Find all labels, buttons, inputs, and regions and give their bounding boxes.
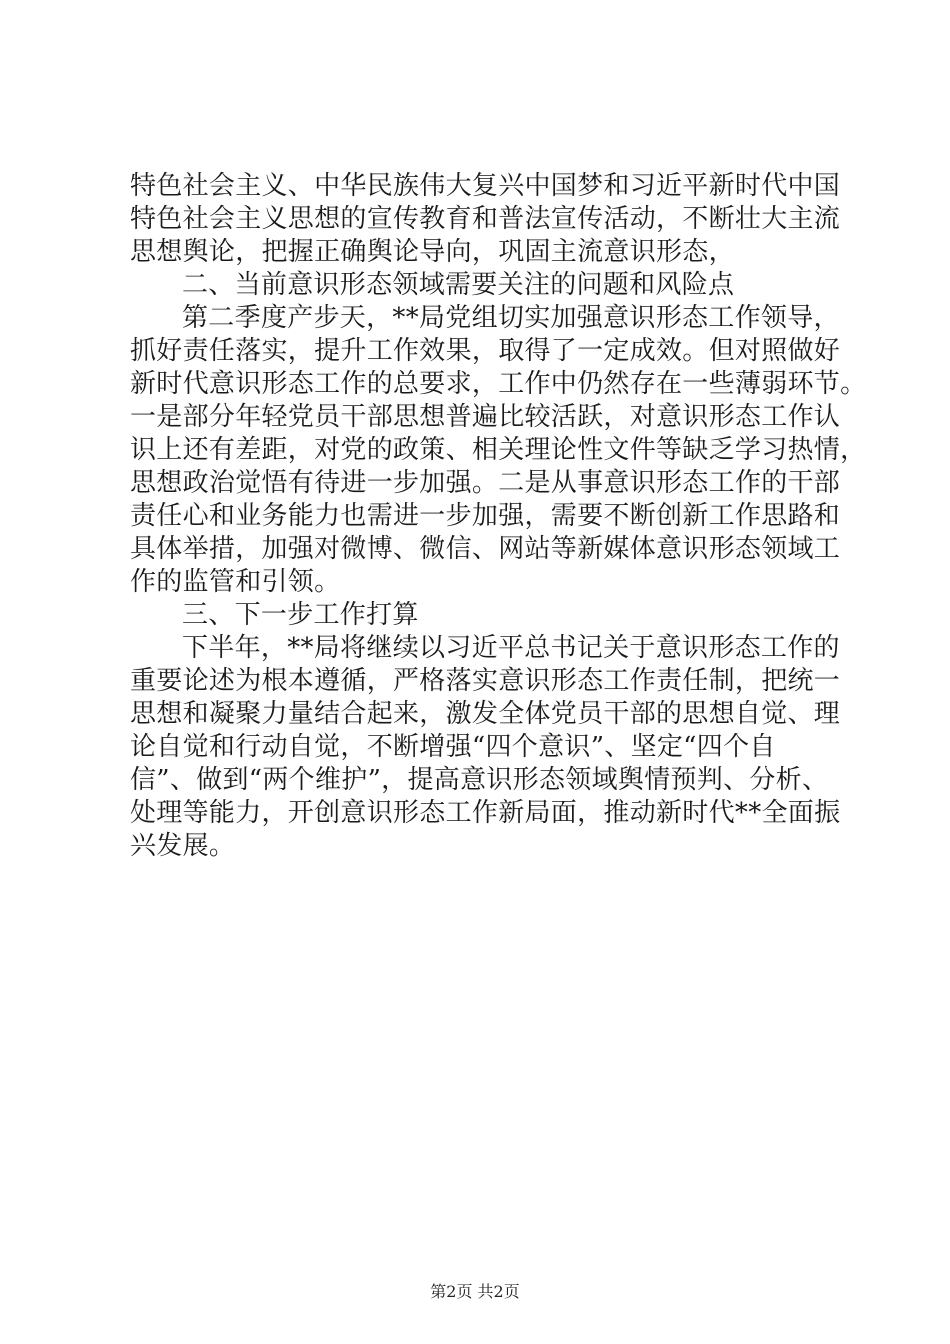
section-heading-3: 三、下一步工作打算 — [182, 600, 419, 630]
body-line: 抓好责任落实，提升工作效果，取得了一定成效。但对照做好 — [130, 336, 841, 366]
body-line: 识上还有差距，对党的政策、相关理论性文件等缺乏学习热情， — [130, 435, 867, 465]
body-line: 特色社会主义、中华民族伟大复兴中国梦和习近平新时代中国 — [130, 171, 841, 201]
body-line: 思想政治觉悟有待进一步加强。二是从事意识形态工作的干部 — [130, 468, 841, 498]
body-line: 特色社会主义思想的宣传教育和普法宣传活动，不断壮大主流 — [130, 204, 841, 234]
body-line: 重要论述为根本遵循，严格落实意识形态工作责任制，把统一 — [130, 666, 841, 696]
body-line: 具体举措，加强对微博、微信、网站等新媒体意识形态领域工 — [130, 534, 841, 564]
body-line: 兴发展。 — [130, 831, 236, 861]
body-line: 新时代意识形态工作的总要求，工作中仍然存在一些薄弱环节。 — [130, 369, 867, 399]
document-body — [130, 170, 867, 863]
body-line: 责任心和业务能力也需进一步加强，需要不断创新工作思路和 — [130, 501, 841, 531]
body-line: 一是部分年轻党员干部思想普遍比较活跃，对意识形态工作认 — [130, 402, 841, 432]
body-line: 处理等能力，开创意识形态工作新局面，推动新时代**全面振 — [130, 798, 841, 828]
section-heading-2: 二、当前意识形态领域需要关注的问题和风险点 — [182, 270, 735, 300]
body-line: 信”、做到“两个维护”，提高意识形态领域舆情预判、分析、 — [130, 765, 829, 795]
body-line: 论自觉和行动自觉，不断增强“四个意识”、坚定“四个自 — [130, 732, 776, 762]
page-number-footer: 第2页 共2页 — [430, 1282, 520, 1301]
body-line: 思想舆论，把握正确舆论导向，巩固主流意识形态， — [130, 237, 735, 267]
body-line: 思想和凝聚力量结合起来，激发全体党员干部的思想自觉、理 — [130, 699, 841, 729]
body-line: 作的监管和引领。 — [130, 567, 341, 597]
paragraph-start: 第二季度产步天，**局党组切实加强意识形态工作领导， — [182, 303, 840, 333]
paragraph-start: 下半年，**局将继续以习近平总书记关于意识形态工作的 — [182, 633, 840, 663]
